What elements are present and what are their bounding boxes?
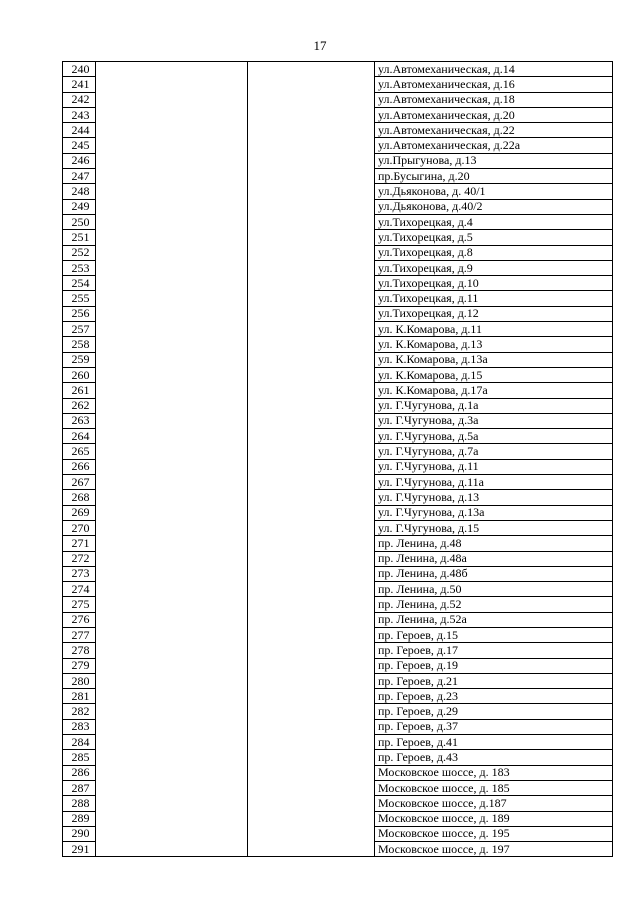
address-cell: пр. Героев, д.21 bbox=[375, 673, 613, 688]
row-number: 276 bbox=[63, 612, 96, 627]
address-cell: ул. Г.Чугунова, д.15 bbox=[375, 520, 613, 535]
row-number: 253 bbox=[63, 260, 96, 275]
row-number: 258 bbox=[63, 337, 96, 352]
address-cell: Московское шоссе, д. 185 bbox=[375, 780, 613, 795]
address-cell: пр. Ленина, д.52а bbox=[375, 612, 613, 627]
row-number: 277 bbox=[63, 627, 96, 642]
address-cell: пр. Героев, д.17 bbox=[375, 643, 613, 658]
address-cell: ул.Тихорецкая, д.5 bbox=[375, 230, 613, 245]
row-number: 257 bbox=[63, 322, 96, 337]
row-number: 251 bbox=[63, 230, 96, 245]
row-number: 266 bbox=[63, 459, 96, 474]
row-number: 260 bbox=[63, 367, 96, 382]
row-number: 264 bbox=[63, 429, 96, 444]
row-number: 247 bbox=[63, 169, 96, 184]
row-number: 274 bbox=[63, 582, 96, 597]
row-number: 269 bbox=[63, 505, 96, 520]
address-cell: ул.Автомеханическая, д.22а bbox=[375, 138, 613, 153]
row-number: 262 bbox=[63, 398, 96, 413]
address-cell: пр. Ленина, д.48 bbox=[375, 536, 613, 551]
address-cell: Московское шоссе, д. 183 bbox=[375, 765, 613, 780]
address-cell: ул.Тихорецкая, д.4 bbox=[375, 214, 613, 229]
address-cell: ул. Г.Чугунова, д.5а bbox=[375, 429, 613, 444]
empty-column-cell bbox=[96, 62, 248, 857]
address-table bbox=[62, 61, 613, 857]
row-number: 273 bbox=[63, 566, 96, 581]
address-cell: ул. Г.Чугунова, д.7а bbox=[375, 444, 613, 459]
row-number: 268 bbox=[63, 490, 96, 505]
address-cell: ул. Г.Чугунова, д.1а bbox=[375, 398, 613, 413]
row-number: 255 bbox=[63, 291, 96, 306]
address-cell: ул. Г.Чугунова, д.13 bbox=[375, 490, 613, 505]
row-number: 252 bbox=[63, 245, 96, 260]
row-number: 280 bbox=[63, 673, 96, 688]
row-number: 283 bbox=[63, 719, 96, 734]
empty-column-cell bbox=[248, 62, 375, 857]
row-number: 259 bbox=[63, 352, 96, 367]
row-number: 281 bbox=[63, 689, 96, 704]
address-cell: ул. Г.Чугунова, д.3а bbox=[375, 413, 613, 428]
address-cell: пр. Героев, д.15 bbox=[375, 627, 613, 642]
row-number: 279 bbox=[63, 658, 96, 673]
address-cell: ул.Автомеханическая, д.22 bbox=[375, 123, 613, 138]
row-number: 282 bbox=[63, 704, 96, 719]
row-number: 249 bbox=[63, 199, 96, 214]
address-cell: пр. Ленина, д.48а bbox=[375, 551, 613, 566]
address-cell: пр. Героев, д.41 bbox=[375, 735, 613, 750]
row-number: 288 bbox=[63, 796, 96, 811]
address-cell: ул.Тихорецкая, д.10 bbox=[375, 276, 613, 291]
address-cell: пр. Героев, д.19 bbox=[375, 658, 613, 673]
address-cell: ул. Г.Чугунова, д.11а bbox=[375, 475, 613, 490]
address-cell: пр. Ленина, д.50 bbox=[375, 582, 613, 597]
address-cell: ул. К.Комарова, д.13 bbox=[375, 337, 613, 352]
address-cell: ул.Прыгунова, д.13 bbox=[375, 153, 613, 168]
row-number: 246 bbox=[63, 153, 96, 168]
address-cell: пр. Ленина, д.48б bbox=[375, 566, 613, 581]
address-cell: ул. К.Комарова, д.17а bbox=[375, 383, 613, 398]
address-cell: ул.Дьяконова, д.40/2 bbox=[375, 199, 613, 214]
address-cell: ул. Г.Чугунова, д.11 bbox=[375, 459, 613, 474]
address-cell: ул.Тихорецкая, д.11 bbox=[375, 291, 613, 306]
row-number: 284 bbox=[63, 735, 96, 750]
address-cell: Московское шоссе, д. 195 bbox=[375, 826, 613, 841]
row-number: 244 bbox=[63, 123, 96, 138]
row-number: 275 bbox=[63, 597, 96, 612]
row-number: 289 bbox=[63, 811, 96, 826]
row-number: 270 bbox=[63, 520, 96, 535]
row-number: 250 bbox=[63, 214, 96, 229]
row-number: 278 bbox=[63, 643, 96, 658]
address-table-body bbox=[63, 62, 613, 857]
address-cell: пр. Ленина, д.52 bbox=[375, 597, 613, 612]
row-number: 271 bbox=[63, 536, 96, 551]
row-number: 285 bbox=[63, 750, 96, 765]
row-number: 263 bbox=[63, 413, 96, 428]
address-cell: ул.Тихорецкая, д.9 bbox=[375, 260, 613, 275]
address-cell: ул. Г.Чугунова, д.13а bbox=[375, 505, 613, 520]
address-cell: ул.Тихорецкая, д.12 bbox=[375, 306, 613, 321]
row-number: 248 bbox=[63, 184, 96, 199]
row-number: 261 bbox=[63, 383, 96, 398]
address-cell: ул.Автомеханическая, д.20 bbox=[375, 107, 613, 122]
row-number: 272 bbox=[63, 551, 96, 566]
address-cell: Московское шоссе, д. 197 bbox=[375, 842, 613, 857]
address-cell: пр. Героев, д.37 bbox=[375, 719, 613, 734]
row-number: 245 bbox=[63, 138, 96, 153]
row-number: 291 bbox=[63, 842, 96, 857]
address-cell: пр. Героев, д.43 bbox=[375, 750, 613, 765]
address-cell: Московское шоссе, д.187 bbox=[375, 796, 613, 811]
address-cell: ул.Автомеханическая, д.16 bbox=[375, 77, 613, 92]
row-number: 267 bbox=[63, 475, 96, 490]
row-number: 265 bbox=[63, 444, 96, 459]
address-cell: ул. К.Комарова, д.11 bbox=[375, 322, 613, 337]
row-number: 241 bbox=[63, 77, 96, 92]
row-number: 286 bbox=[63, 765, 96, 780]
row-number: 254 bbox=[63, 276, 96, 291]
address-cell: Московское шоссе, д. 189 bbox=[375, 811, 613, 826]
address-cell: ул. К.Комарова, д.13а bbox=[375, 352, 613, 367]
page-number: 17 bbox=[313, 38, 327, 53]
row-number: 240 bbox=[63, 62, 96, 77]
address-cell: ул.Автомеханическая, д.14 bbox=[375, 62, 613, 77]
table-row bbox=[63, 62, 613, 77]
address-cell: ул.Дьяконова, д. 40/1 bbox=[375, 184, 613, 199]
address-cell: пр. Героев, д.23 bbox=[375, 689, 613, 704]
address-cell: ул.Тихорецкая, д.8 bbox=[375, 245, 613, 260]
row-number: 287 bbox=[63, 780, 96, 795]
row-number: 243 bbox=[63, 107, 96, 122]
address-cell: ул. К.Комарова, д.15 bbox=[375, 367, 613, 382]
address-cell: пр. Героев, д.29 bbox=[375, 704, 613, 719]
row-number: 256 bbox=[63, 306, 96, 321]
row-number: 290 bbox=[63, 826, 96, 841]
row-number: 242 bbox=[63, 92, 96, 107]
address-cell: ул.Автомеханическая, д.18 bbox=[375, 92, 613, 107]
address-cell: пр.Бусыгина, д.20 bbox=[375, 169, 613, 184]
